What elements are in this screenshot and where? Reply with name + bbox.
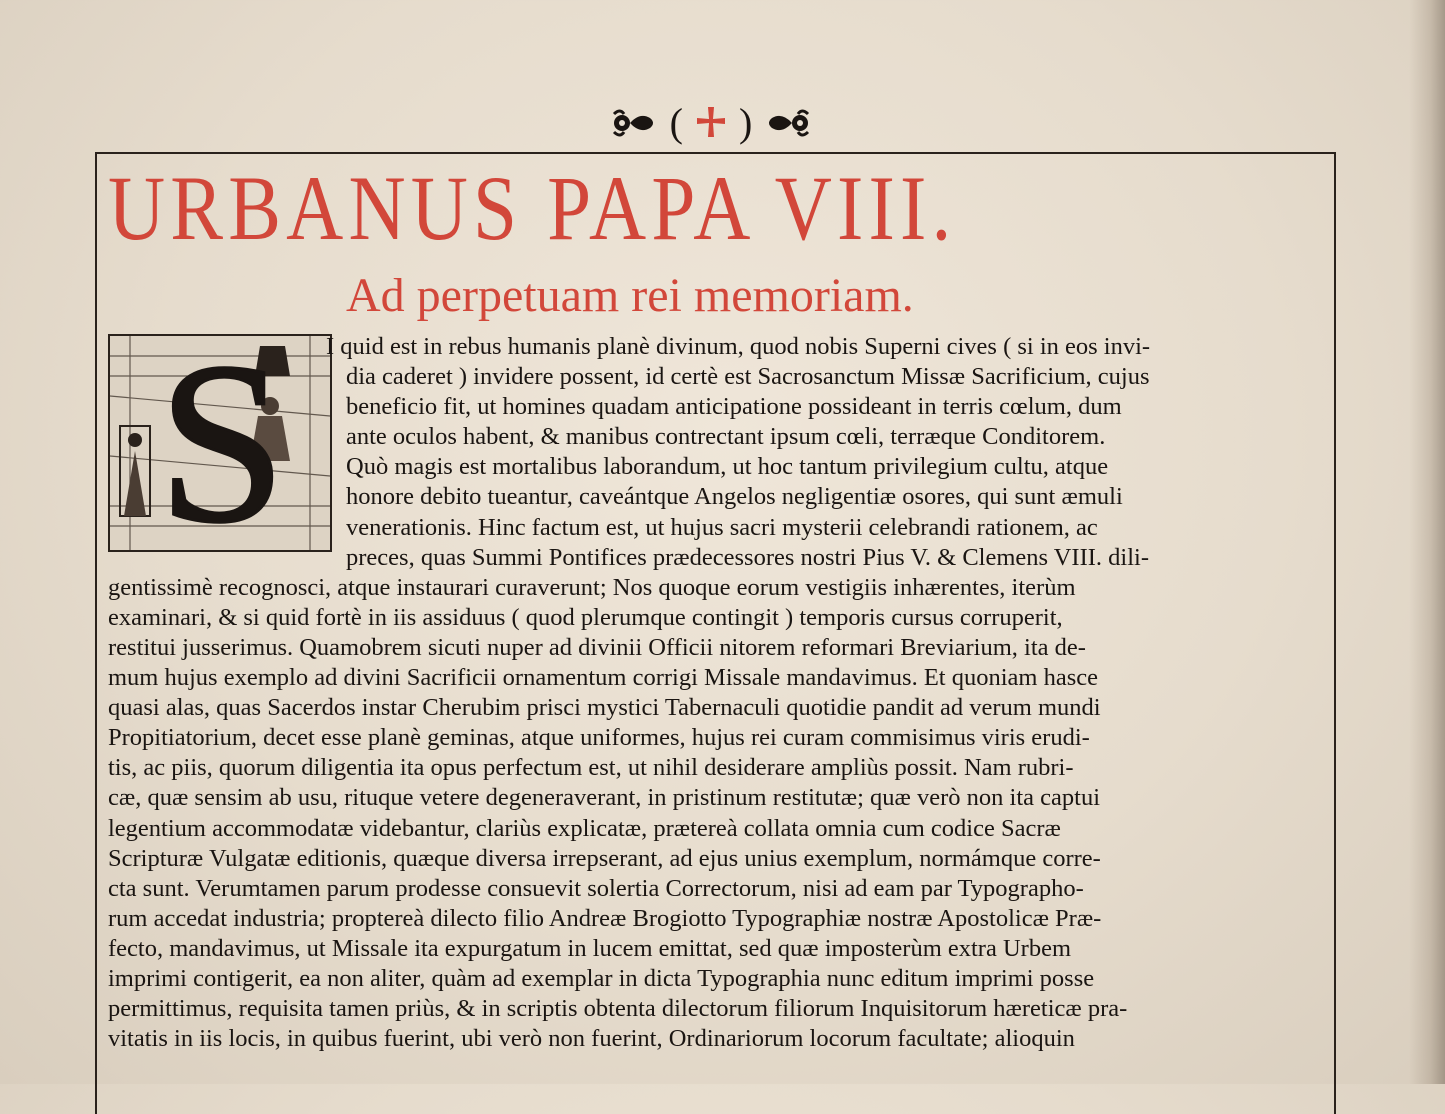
text-line: cta sunt. Verumtamen parum prodesse consuevit solertia Correctorum, nisi ad eam par Typographo- [108,874,1084,902]
text-line: Propitiatorium, decet esse planè geminas, atque uniformes, hujus rei curam commisimus viris erudi- [108,724,1090,752]
text-line: Quò magis est mortalibus laborandum, ut hoc tantum privilegium cultu, atque [346,453,1109,481]
text-line: Scripturæ Vulgatæ editionis, quæque diversa irrepserant, ad ejus unius exemplum, normámque corre- [108,844,1101,872]
text-line: honore debito tueantur, caveántque Angelos negligentiæ osores, qui sunt æmuli [346,483,1123,511]
cross-pattee-icon [691,103,731,143]
text-line: ante oculos habent, & manibus contrectant ipsum cœli, terræque Conditorem. [346,423,1106,451]
dropcap-letter: S [158,315,286,570]
text-line: quasi alas, quas Sacerdos instar Cherubim prisci mystici Tabernaculi quotidie pandit ad verum mundi [108,694,1101,722]
text-line: restitui jusserimus. Quamobrem sicuti nuper ad divinii Officii nitorem reformari Breviarium, ita de- [108,633,1086,661]
floral-ornament-icon [760,106,812,140]
folio-paren-close: ) [739,100,753,145]
floral-ornament-icon [610,106,662,140]
text-line: legentium accommodatæ videbantur, clariùs explicatæ, prætereà collata omnia cum codice Sacræ [108,814,1061,842]
text-line: rum accedat industria; proptereà dilecto filio Andreæ Brogiotto Typographiæ nostræ Apostolicæ Præ- [108,904,1102,932]
page-title: URBANUS PAPA VIII. [108,157,957,259]
text-line: tis, ac piis, quorum diligentia ita opus perfectum est, ut nihil desiderare ampliùs possit. Nam rubri- [108,754,1074,782]
text-line: mum hujus exemplo ad divini Sacrificii ornamentum corrigi Missale mandavimus. Et quoniam hasce [108,664,1099,692]
text-line: preces, quas Summi Pontifices prædecessores nostri Pius V. & Clemens VIII. dili- [346,543,1149,571]
text-line: fecto, mandavimus, ut Missale ita expurgatum in lucem emittat, sed quæ imposterùm extra Urbem [108,934,1072,962]
body-text [108,332,1334,1054]
text-line: beneficio fit, ut homines quadam anticipatione possideant in terris cœlum, dum [346,393,1122,421]
text-line: vitatis in iis locis, in quibus fuerint, ubi verò non fuerint, Ordinariorum locorum facultate; alioquin [108,1025,1075,1053]
folio-paren-open: ( [669,100,683,145]
text-line: imprimi contigerit, ea non aliter, quàm ad exemplar in dicta Typographia nunc editum imprimi posse [108,964,1095,992]
text-line: dia caderet ) invidere possent, id certè est Sacrosanctum Missæ Sacrificium, cujus [346,363,1150,391]
text-line: permittimus, requisita tamen priùs, & in scriptis obtenta dilectorum filiorum Inquisitorum hæreticæ pra- [108,995,1128,1023]
text-line: gentissimè recognosci, atque instaurari curaverunt; Nos quoque eorum vestigiis inhærentes, iterùm [108,573,1076,601]
text-line: I quid est in rebus humanis planè divinum, quod nobis Superni cives ( si in eos invi- [326,333,1151,360]
page-edge [1409,0,1445,1084]
page-subtitle: Ad perpetuam rei memoriam. [346,269,914,322]
header-ornament [566,98,856,148]
text-line: cæ, quæ sensim ab usu, rituque vetere degeneraverant, in pristinum restitutæ; quæ verò non ita captui [108,784,1101,812]
text-line: examinari, & si quid fortè in iis assiduus ( quod plerumque contingit ) temporis cursus corruperit, [108,603,1063,631]
text-line: venerationis. Hinc factum est, ut hujus sacri mysterii celebrandi rationem, ac [346,513,1098,541]
